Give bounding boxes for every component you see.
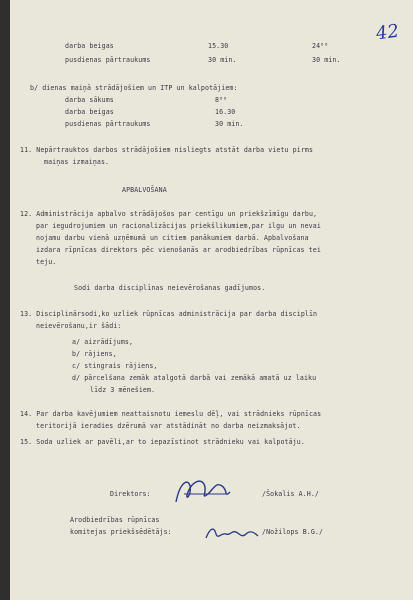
text-line: darba beigas xyxy=(65,42,114,50)
text-line: nojamu darbu vienā uzņēmumā un citiem panākumiem darbā. Apbalvošana xyxy=(36,234,309,242)
text-line: 12. Administrācija apbalvo strādājošos par centīgu un priekšzīmīgu darbu, xyxy=(20,210,318,218)
page-number: 42 xyxy=(374,20,401,45)
text-line: 13. Disciplinārsodi,ko uzliek rūpnīcas administrācija par darba disciplīn xyxy=(20,310,318,318)
text-line: 15.30 xyxy=(208,42,229,50)
text-line: darba sākums xyxy=(65,96,114,104)
text-line: 30 min. xyxy=(208,56,237,64)
section-heading: Sodi darba disciplīnas neievērošanas gadījumos. xyxy=(74,284,266,292)
text-line: b/ dienas maiņā strādājošiem un ITP un kalpotājiem: xyxy=(30,84,238,92)
text-line: maiņas izmaiņas. xyxy=(44,158,110,166)
text-line: 11. Nepārtrauktos darbos strādājošiem nisliegts atstāt darba vietu pirms xyxy=(20,146,314,154)
text-line: 15. Soda uzliek ar pavēli,ar to iepazīstinot strādnieku vai kalpotāju. xyxy=(20,438,305,446)
text-line: 16.30 xyxy=(215,108,236,116)
text-line: 14. Par darba kavējumiem neattaisnotu iemeslu dēļ, vai strādnieks rūpnīcas xyxy=(20,410,322,418)
text-line: b/ rājiens, xyxy=(72,350,117,358)
text-line: līdz 3 mēnešiem. xyxy=(90,386,156,394)
director-signature xyxy=(170,472,240,512)
text-line: pusdienas pārtraukums xyxy=(65,120,151,128)
section-heading: APBALVOŠANA xyxy=(122,186,167,194)
binding-edge xyxy=(0,0,10,600)
signature-name: /Šokalis A.H./ xyxy=(262,490,319,498)
text-line: a/ aizrādījums, xyxy=(72,338,134,346)
text-line: teju. xyxy=(36,258,57,266)
signature-label: Arodbiedrības rūpnīcas xyxy=(70,516,160,524)
chairman-signature xyxy=(202,522,262,544)
text-line: pusdienas pārtraukums xyxy=(65,56,151,64)
text-line: 30 min. xyxy=(215,120,244,128)
signature-name: /Nožilops B.G./ xyxy=(262,528,324,536)
text-line: c/ stingrais rājiens, xyxy=(72,362,158,370)
text-line: d/ pārcelšana zemāk atalgotā darbā vai zemākā amatā uz laiku xyxy=(72,374,317,382)
signature-label: komitejas priekšsēdētājs: xyxy=(70,528,172,536)
text-line: par iegudrojumiem un racionalizācijas priekšlikumiem,par ilgu un nevai xyxy=(36,222,321,230)
text-line: izdara rīpnīcas direktors pēc vienošanās ar arodbiedrības rūpnīcas tei xyxy=(36,246,321,254)
text-line: 8⁰⁰ xyxy=(215,96,228,104)
text-line: 24⁰⁰ xyxy=(312,42,329,50)
text-line: neievērošanu,ir šādi: xyxy=(36,322,122,330)
text-line: 30 min. xyxy=(312,56,341,64)
text-line: darba beigas xyxy=(65,108,114,116)
signature-label: Direktors: xyxy=(110,490,151,498)
document-page xyxy=(10,0,413,600)
text-line: teritorijā ieradies dzērumā var atstādināt no darba neizmaksājot. xyxy=(36,422,301,430)
